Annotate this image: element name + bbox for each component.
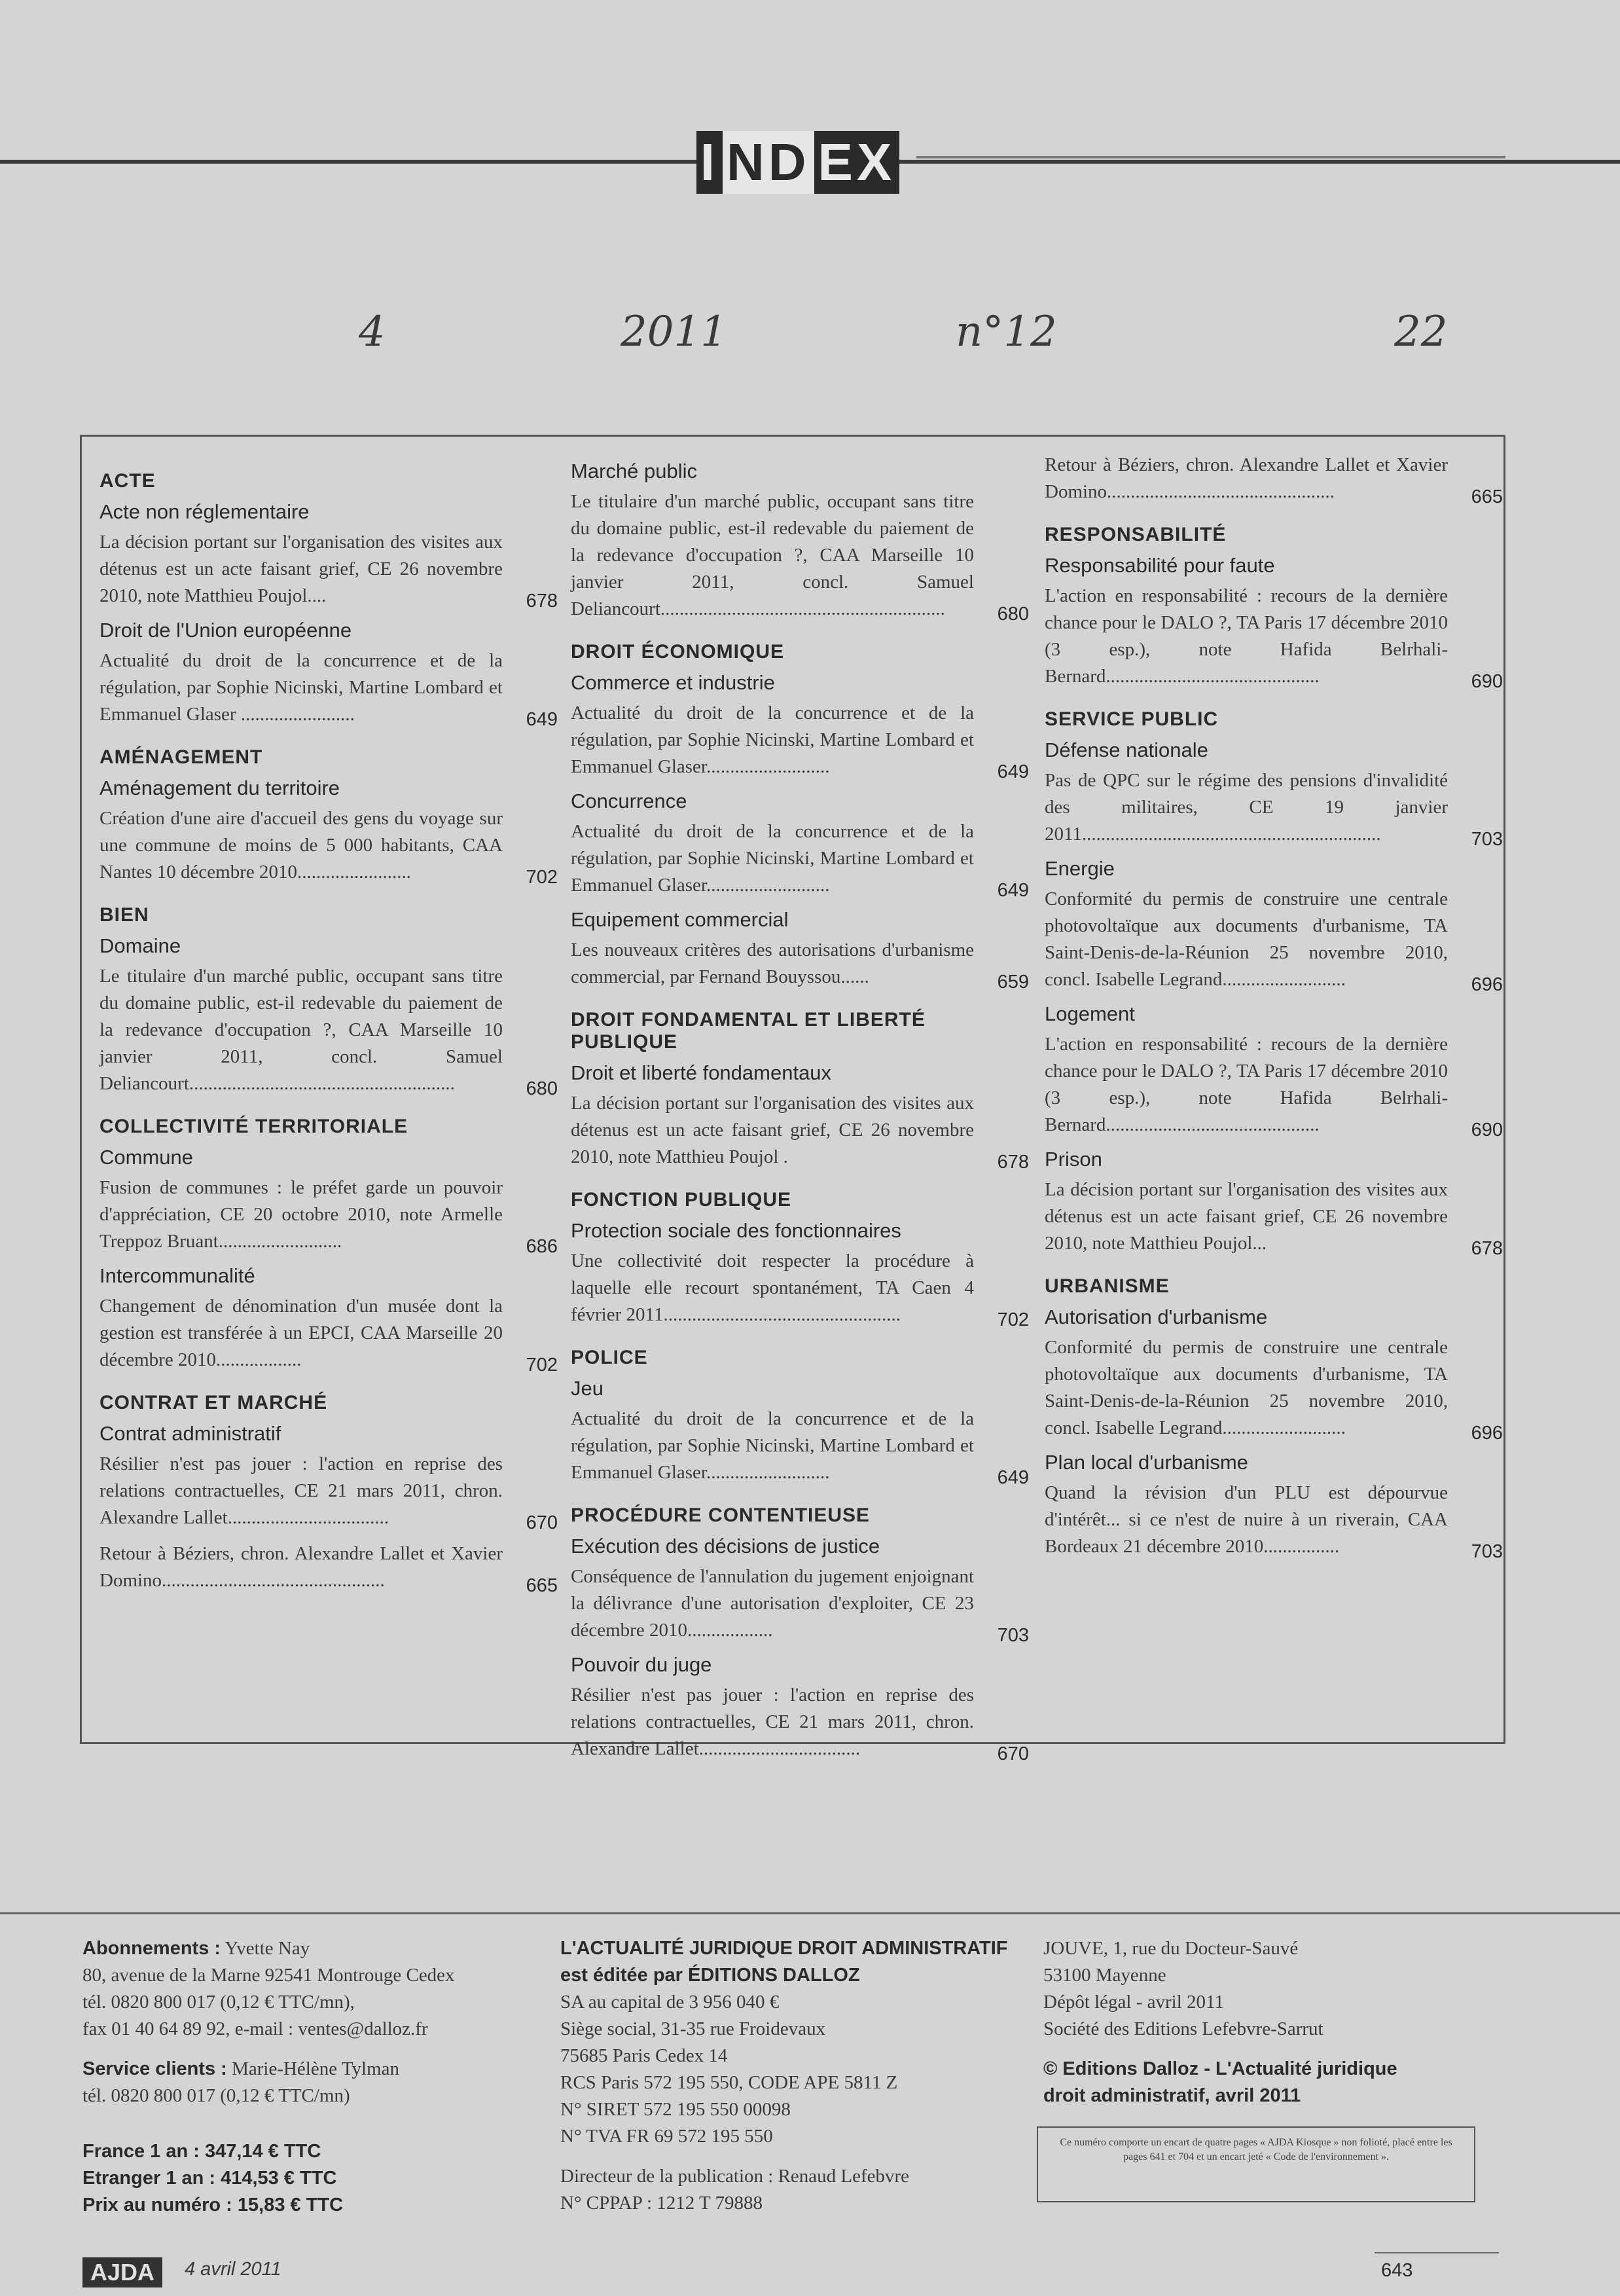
index-entry-page: 649 [997,1467,1029,1488]
index-entry [99,1540,558,1596]
footer-printer [1043,1935,1488,2109]
index-section-heading: RESPONSABILITÉ [1045,524,1227,545]
index-section-heading: COLLECTIVITÉ TERRITORIALE [99,1116,408,1137]
index-section-heading: DROIT ÉCONOMIQUE [571,641,785,663]
index-entry-page: 678 [526,591,558,611]
index-entry-text: Quand la révision d'un PLU est dépourvue d'intérêt... si ce n'est de nuire à un riverain, CAA Bordeaux 21 décembre 2010................ [1045,1482,1448,1557]
index-entry-page: 670 [526,1512,558,1533]
price-etranger: Etranger 1 an : 414,53 € TTC [82,2168,337,2189]
copyright-line-2: droit administratif, avril 2011 [1043,2085,1301,2106]
index-entry [1045,767,1503,850]
index-entry-text: La décision portant sur l'organisation des visites aux détenus est un acte faisant grief, CE 26 novembre 2010, note Matthieu Poujol.... [99,532,503,606]
publication-rcs: RCS Paris 572 195 550, CODE APE 5811 Z [560,2072,898,2093]
index-entry-page: 696 [1471,974,1503,995]
index-section-heading: PROCÉDURE CONTENTIEUSE [571,1504,871,1526]
index-entry [99,1451,558,1533]
index-entry [1045,1176,1503,1259]
index-entry [1045,452,1503,507]
index-entry [571,1406,1029,1488]
index-column-2 [571,452,1029,1772]
handwritten-note-a: 4 [359,308,386,356]
index-subheading: Marché public [571,460,697,483]
index-subheading: Energie [1045,857,1115,880]
price-france: France 1 an : 347,14 € TTC [82,2141,321,2162]
index-section-heading: SERVICE PUBLIC [1045,708,1219,730]
price-numero: Prix au numéro : 15,83 € TTC [82,2195,344,2215]
index-entry [99,1293,558,1376]
index-entry-page: 686 [526,1236,558,1257]
abonnements-name: Yvette Nay [221,1938,310,1959]
index-entry-page: 696 [1471,1423,1503,1444]
printer-name: JOUVE, 1, rue du Docteur-Sauvé [1043,1938,1299,1959]
handwritten-note-b: 2011 [621,308,727,356]
page-number: 643 [1381,2260,1413,2281]
index-entry-page: 670 [997,1743,1029,1764]
service-phone: tél. 0820 800 017 (0,12 € TTC/mn) [82,2085,350,2106]
index-subheading: Défense nationale [1045,738,1208,761]
index-entry [1045,1031,1503,1140]
printer-city: 53100 Mayenne [1043,1965,1166,1986]
header-rule-secondary [916,156,1505,158]
index-entry-page: 690 [1471,671,1503,692]
index-subheading: Contrat administratif [99,1422,281,1445]
index-subheading: Droit et liberté fondamentaux [571,1061,832,1084]
abonnements-phone: tél. 0820 800 017 (0,12 € TTC/mn), [82,1992,355,2013]
index-entry [571,1563,1029,1646]
index-subheading: Concurrence [571,790,687,812]
index-title-part-1: I [696,131,723,194]
index-subheading: Intercommunalité [99,1264,255,1287]
index-subheading: Responsabilité pour faute [1045,554,1275,577]
index-subheading: Autorisation d'urbanisme [1045,1305,1268,1328]
abonnements-label: Abonnements : [82,1938,221,1959]
index-entry [571,700,1029,782]
index-entry [99,963,558,1099]
publication-city: 75685 Paris Cedex 14 [560,2045,728,2066]
index-subheading: Commerce et industrie [571,671,775,694]
index-entry-text: Le titulaire d'un marché public, occupant sans titre du domaine public, est-il redevable du paiement de la redevance d'occupation ?, CAA Marseille 10 janvier 2011, concl. Samuel Deliancourt........................................................ [99,966,503,1094]
insert-notice: Ce numéro comporte un encart de quatre pages « AJDA Kiosque » non folioté, placé entre les pages 641 et 704 et un encart jeté « Code de l'environnement ». [1037,2126,1475,2202]
index-entry-text: Le titulaire d'un marché public, occupant sans titre du domaine public, est-il redevable du paiement de la redevance d'occupation ?, CAA Marseille 10 janvier 2011, concl. Samuel Deliancourt............................................................ [571,491,974,619]
footer-rule [0,1912,1620,1914]
index-entry [571,937,1029,993]
index-entry-page: 703 [1471,1541,1503,1562]
index-entry-page: 702 [526,1355,558,1376]
index-entry-text: Création d'une aire d'accueil des gens du voyage sur une commune de moins de 5 000 habitants, CAA Nantes 10 décembre 2010........................ [99,808,503,883]
printer-company: Société des Editions Lefebvre-Sarrut [1043,2018,1323,2039]
index-entry-text: Actualité du droit de la concurrence et de la régulation, par Sophie Nicinski, Martine Lombard et Emmanuel Glaser.......................... [571,702,974,777]
index-entry-text: Une collectivité doit respecter la procédure à laquelle elle recourt spontanément, TA Caen 4 février 2011.................................................. [571,1250,974,1325]
index-column-3 [1045,452,1503,1569]
index-subheading: Protection sociale des fonctionnaires [571,1219,901,1242]
index-entry-page: 665 [526,1575,558,1596]
abonnements-address: 80, avenue de la Marne 92541 Montrouge Cedex [82,1965,455,1986]
index-section-heading: URBANISME [1045,1275,1170,1297]
ajda-logo: AJDA [82,2257,162,2287]
index-section-heading: AMÉNAGEMENT [99,746,263,768]
index-entry [1045,583,1503,692]
publication-siret: N° SIRET 572 195 550 00098 [560,2099,791,2120]
index-entry [571,1682,1029,1764]
index-entry-text: Actualité du droit de la concurrence et de la régulation, par Sophie Nicinski, Martine Lombard et Emmanuel Glaser.......................... [571,1408,974,1483]
index-entry-text: Actualité du droit de la concurrence et de la régulation, par Sophie Nicinski, Martine Lombard et Emmanuel Glaser.......................... [571,821,974,896]
publication-capital: SA au capital de 3 956 040 € [560,1992,780,2013]
index-entry [99,1175,558,1257]
index-entry [1045,886,1503,995]
index-entry-text: La décision portant sur l'organisation des visites aux détenus est un acte faisant grief, CE 26 novembre 2010, note Matthieu Poujol . [571,1093,974,1167]
index-section-heading: CONTRAT ET MARCHÉ [99,1392,328,1413]
publication-editor: est éditée par ÉDITIONS DALLOZ [560,1965,860,1986]
index-entry-page: 649 [526,709,558,730]
index-entry-text: Résilier n'est pas jouer : l'action en reprise des relations contractuelles, CE 21 mars 2011, chron. Alexandre Lallet.................................. [99,1453,503,1528]
index-entry [571,1090,1029,1173]
index-entry-page: 665 [1471,486,1503,507]
index-entry [99,805,558,888]
index-entry-page: 702 [997,1309,1029,1330]
index-section-heading: BIEN [99,904,149,926]
index-entry-text: Fusion de communes : le préfet garde un pouvoir d'appréciation, CE 20 octobre 2010, note Armelle Treppoz Bruant.......................... [99,1177,503,1252]
index-entry-text: Pas de QPC sur le régime des pensions d'invalidité des militaires, CE 19 janvier 2011............................................................... [1045,770,1448,845]
index-entry [1045,1480,1503,1562]
index-section-heading: DROIT FONDAMENTAL ET LIBERTÉ PUBLIQUE [571,1009,926,1053]
index-entry [99,529,558,611]
index-entry-page: 703 [997,1625,1029,1646]
index-entry-text: L'action en responsabilité : recours de la dernière chance pour le DALO ?, TA Paris 17 décembre 2010 (3 esp.), note Hafida Belrhali-Bernard............................................. [1045,585,1448,687]
index-entry-page: 703 [1471,829,1503,850]
index-entry-text: Conformité du permis de construire une centrale photovoltaïque aux documents d'urbanisme, TA Saint-Denis-de-la-Réunion 25 novembre 2010, concl. Isabelle Legrand.......................... [1045,1337,1448,1438]
index-entry-text: Conséquence de l'annulation du jugement enjoignant la délivrance d'une autorisation d'exploiter, CE 23 décembre 2010.................. [571,1566,974,1641]
abonnements-fax: fax 01 40 64 89 92, e-mail : ventes@dalloz.fr [82,2018,428,2039]
index-subheading: Aménagement du territoire [99,776,340,799]
index-entry-page: 680 [997,604,1029,625]
index-entry-page: 702 [526,867,558,888]
footer-subscriptions [82,1935,541,2219]
index-subheading: Logement [1045,1002,1135,1025]
index-entry [99,647,558,730]
index-subheading: Equipement commercial [571,908,789,931]
index-title-part-3: EX [814,131,900,194]
index-entry-page: 649 [997,880,1029,901]
index-entry-text: La décision portant sur l'organisation des visites aux détenus est un acte faisant grief, CE 26 novembre 2010, note Matthieu Poujol... [1045,1179,1448,1254]
index-entry [571,1248,1029,1330]
index-column-1 [99,452,558,1603]
index-entry [571,488,1029,625]
publication-tva: N° TVA FR 69 572 195 550 [560,2126,773,2147]
publication-title: L'ACTUALITÉ JURIDIQUE DROIT ADMINISTRATIF [560,1938,1008,1959]
service-name: Marie-Hélène Tylman [226,2058,400,2079]
copyright-line-1: © Editions Dalloz - L'Actualité juridique [1043,2058,1397,2079]
index-subheading: Acte non réglementaire [99,500,310,523]
index-entry-page: 690 [1471,1120,1503,1140]
publication-director: Directeur de la publication : Renaud Lefebvre [560,2166,910,2187]
printer-depot: Dépôt légal - avril 2011 [1043,1992,1224,2013]
index-entry-text: L'action en responsabilité : recours de la dernière chance pour le DALO ?, TA Paris 17 décembre 2010 (3 esp.), note Hafida Belrhali-Bernard............................................. [1045,1034,1448,1135]
index-subheading: Droit de l'Union européenne [99,619,352,642]
index-entry-page: 680 [526,1078,558,1099]
index-subheading: Plan local d'urbanisme [1045,1451,1248,1474]
index-entry-page: 649 [997,761,1029,782]
index-title [683,128,912,196]
index-entry [571,818,1029,901]
issue-date: 4 avril 2011 [185,2259,281,2280]
page-number-rule [1375,2252,1499,2253]
footer-publisher [560,1935,1032,2217]
publication-siege: Siège social, 31-35 rue Froidevaux [560,2018,826,2039]
index-section-heading: FONCTION PUBLIQUE [571,1189,791,1211]
index-entry-text: Résilier n'est pas jouer : l'action en reprise des relations contractuelles, CE 21 mars 2011, chron. Alexandre Lallet.................................. [571,1685,974,1759]
index-subheading: Pouvoir du juge [571,1653,712,1676]
handwritten-note-d: 22 [1394,308,1448,356]
index-entry-page: 659 [997,972,1029,993]
index-section-heading: ACTE [99,470,156,492]
index-section-heading: POLICE [571,1347,648,1368]
index-subheading: Prison [1045,1148,1102,1171]
index-title-part-2: ND [723,131,814,194]
index-entry [1045,1334,1503,1444]
index-subheading: Exécution des décisions de justice [571,1535,880,1558]
index-entry-text: Retour à Béziers, chron. Alexandre Lallet et Xavier Domino............................................... [99,1543,503,1591]
index-entry-text: Actualité du droit de la concurrence et de la régulation, par Sophie Nicinski, Martine Lombard et Emmanuel Glaser ........................ [99,650,503,725]
index-entry-text: Changement de dénomination d'un musée dont la gestion est transférée à un EPCI, CAA Marseille 20 décembre 2010.................. [99,1296,503,1370]
index-entry-text: Conformité du permis de construire une centrale photovoltaïque aux documents d'urbanisme, TA Saint-Denis-de-la-Réunion 25 novembre 2010, concl. Isabelle Legrand.......................... [1045,888,1448,990]
index-entry-page: 678 [1471,1238,1503,1259]
index-entry-page: 678 [997,1152,1029,1173]
service-label: Service clients : [82,2058,227,2079]
publication-cppap: N° CPPAP : 1212 T 79888 [560,2193,763,2214]
index-subheading: Jeu [571,1377,603,1400]
index-entry-text: Retour à Béziers, chron. Alexandre Lallet et Xavier Domino................................................ [1045,454,1448,502]
index-entry-text: Les nouveaux critères des autorisations d'urbanisme commercial, par Fernand Bouyssou...... [571,939,974,987]
index-subheading: Commune [99,1146,193,1169]
index-subheading: Domaine [99,934,181,957]
handwritten-note-c: n°12 [956,308,1057,356]
